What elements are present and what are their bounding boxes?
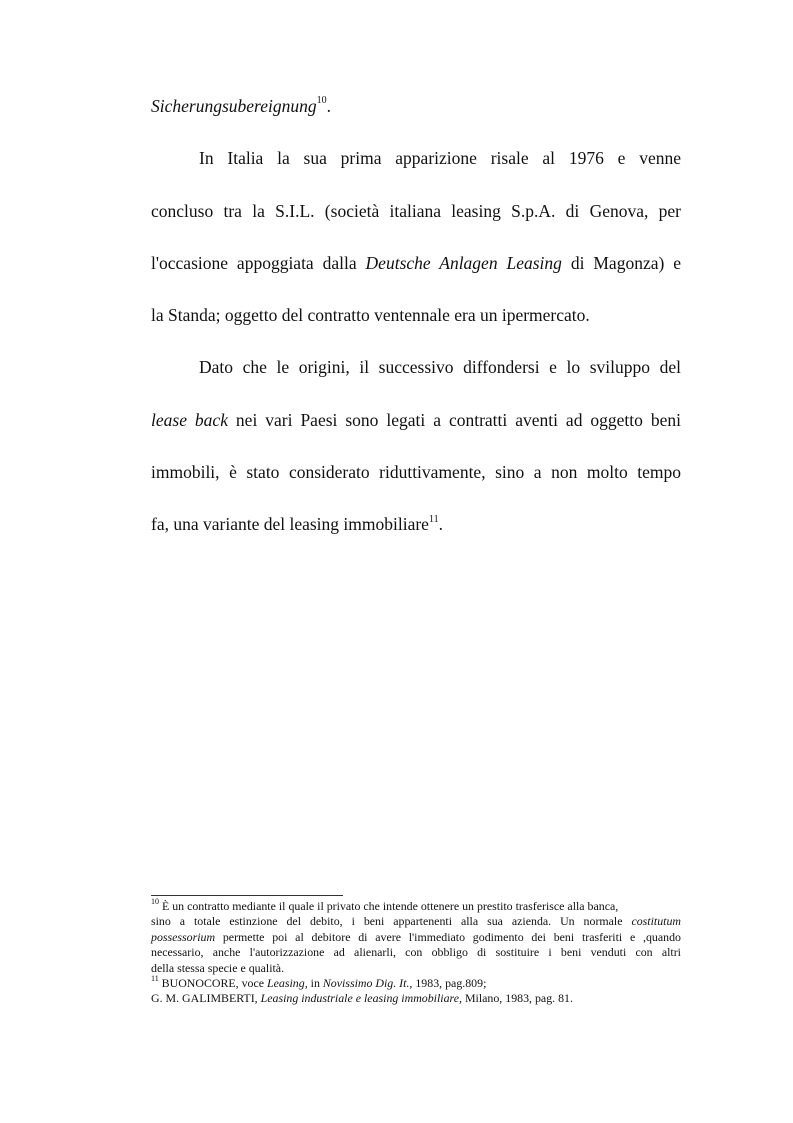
text-segment: permette poi al debitore di avere l'immediato godimento dei beni trasferiti e ,quando	[215, 929, 681, 944]
footnote-separator	[151, 895, 343, 896]
term-leasing: Leasing,	[267, 975, 308, 990]
footnote-11-line-2	[151, 991, 681, 1006]
footnote-10-line-5: della stessa specie e qualità.	[151, 960, 285, 975]
footnote-number-10: 10	[151, 897, 159, 907]
paragraph-2-line-3	[151, 243, 681, 295]
paragraph-3-line-1: Dato che le origini, il successivo diffondersi e lo sviluppo del	[199, 357, 681, 378]
paragraph-2-line-1: In Italia la sua prima apparizione risale al 1976 e venne	[199, 148, 681, 169]
footnote-10-line-4: necessario, anche l'autorizzazione ad alienarli, con obbligo di sostituire i beni venduti con altri	[151, 945, 681, 960]
paragraph-2-line-2: concluso tra la S.I.L. (società italiana leasing S.p.A. di Genova, per	[151, 200, 681, 221]
text-segment: G. M. GALIMBERTI,	[151, 991, 261, 1006]
company-name-italic: Deutsche Anlagen Leasing	[365, 252, 562, 273]
term-lease-back: lease back	[151, 409, 228, 430]
term-sicherungsubereignung: Sicherungsubereignung	[151, 96, 317, 116]
footnote-11-line-1	[151, 973, 681, 991]
term-costitutum: costitutum	[631, 914, 681, 929]
text-segment: fa, una variante del leasing immobiliare	[151, 514, 429, 535]
footnotes	[151, 899, 681, 1007]
paragraph-3-line-3: immobili, è stato considerato riduttivamente, sino a non molto tempo	[151, 462, 681, 483]
period: .	[326, 96, 331, 116]
footnote-10-line-2	[151, 914, 681, 929]
paragraph-3-line-2	[151, 400, 681, 452]
paragraph-3-line-4	[151, 504, 681, 556]
text-segment: l'occasione appoggiata dalla	[151, 252, 366, 273]
footnote-ref-11[interactable]: 11	[428, 513, 439, 525]
text-segment: nei vari Paesi sono legati a contratti aventi ad oggetto beni	[227, 409, 681, 430]
paragraph-1-line-1	[151, 86, 681, 138]
paragraph-2-line-4: la Standa; oggetto del contratto ventennale era un ipermercato.	[151, 305, 590, 326]
term-possessorium: possessorium	[151, 929, 216, 944]
publication-title: Novissimo Dig. It.,	[322, 975, 413, 990]
footnote-ref-10[interactable]: 10	[316, 95, 327, 107]
text-segment: Milano, 1983, pag. 81.	[461, 991, 573, 1006]
text-segment: sino a totale estinzione del debito, i beni appartenenti alla sua azienda. Un normale	[151, 914, 632, 929]
book-title: Leasing industriale e leasing immobiliare,	[260, 991, 462, 1006]
period: .	[438, 514, 443, 535]
main-text	[151, 86, 681, 557]
text-segment: 1983, pag.809;	[412, 975, 487, 990]
text-segment: BUONOCORE, voce	[158, 975, 268, 990]
text-segment: in	[307, 975, 323, 990]
text-segment: di Magonza) e	[561, 252, 681, 273]
footnote-number-11: 11	[151, 973, 159, 983]
footnote-10-line-1	[151, 899, 681, 914]
text-segment: È un contratto mediante il quale il privato che intende ottenere un prestito trasferisce alla banca,	[159, 899, 619, 913]
footnote-10-line-3	[151, 930, 681, 945]
